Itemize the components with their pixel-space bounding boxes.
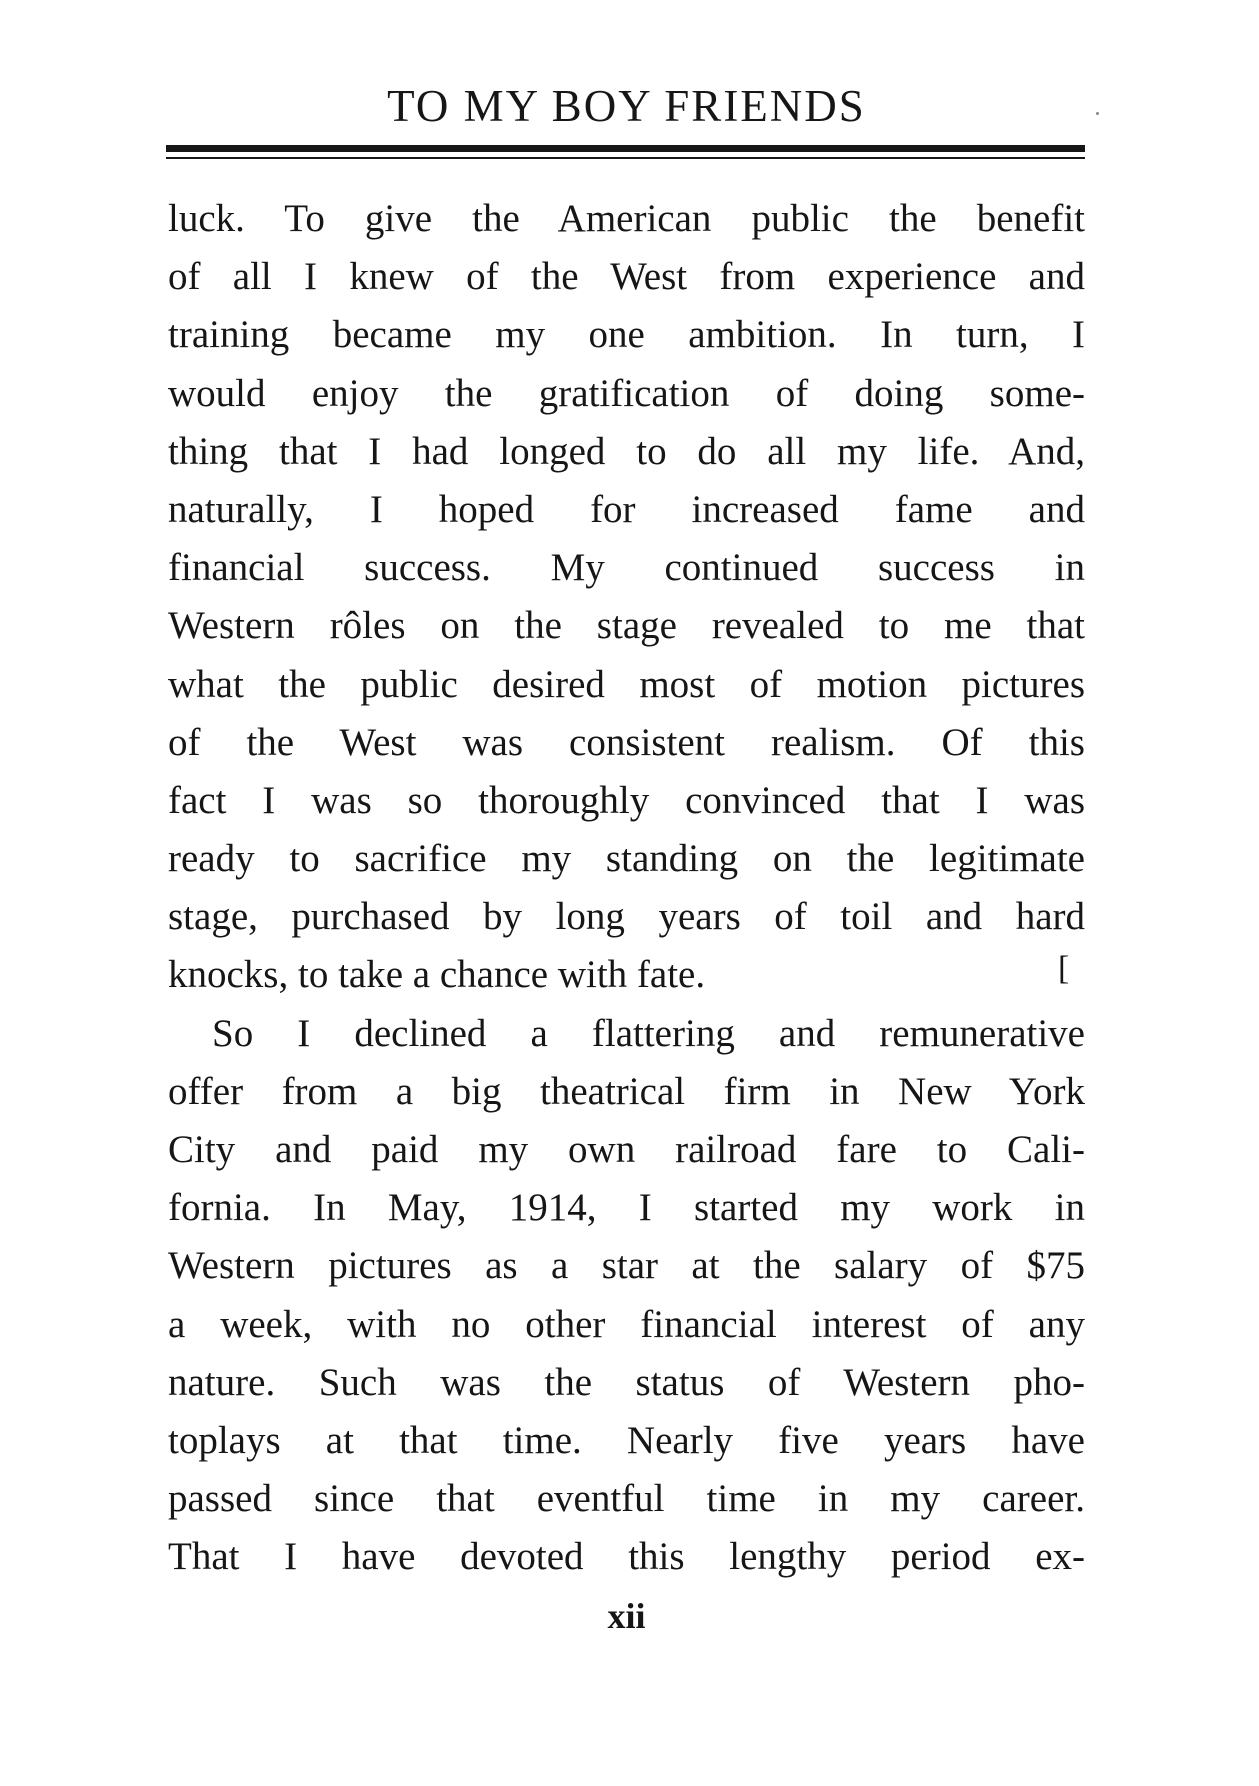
text-line: City and paid my own railroad fare to Cali-: [168, 1128, 1085, 1171]
text-line: would enjoy the gratification of doing some-: [168, 371, 1085, 415]
text-line: Western pictures as a star at the salary of $75: [168, 1244, 1085, 1288]
text-line: what the public desired most of motion pictures: [168, 662, 1085, 706]
text-line: offer from a big theatrical firm in New York: [168, 1069, 1085, 1113]
paragraph-1: [168, 190, 1085, 1005]
text-line: Western rôles on the stage revealed to me that: [168, 604, 1085, 648]
text-line: of all I knew of the West from experience and: [168, 255, 1085, 299]
text-line: luck. To give the American public the benefit: [168, 197, 1085, 240]
text-line: financial success. My continued success in: [168, 546, 1085, 590]
page-number: xii: [607, 1596, 646, 1636]
text-line: fact I was so thoroughly convinced that I was: [168, 778, 1085, 822]
print-speck: [1096, 112, 1099, 115]
running-head: TO MY BOY FRIENDS: [387, 81, 866, 131]
text-line: nature. Such was the status of Western pho-: [168, 1360, 1085, 1404]
text-line: toplays at that time. Nearly five years have: [168, 1418, 1085, 1462]
text-line: a week, with no other financial interest of any: [168, 1302, 1085, 1346]
text-line: passed since that eventful time in my career.: [168, 1477, 1085, 1521]
text-line: training became my one ambition. In turn, I: [168, 313, 1085, 357]
paragraph-2: [168, 1005, 1085, 1587]
text-line: That I have devoted this lengthy period ex-: [168, 1535, 1085, 1579]
text-line: knocks, to take a chance with fate.: [168, 953, 706, 997]
text-line: of the West was consistent realism. Of this: [168, 720, 1085, 764]
text-line: thing that I had longed to do all my life. And,: [168, 429, 1085, 473]
text-line: fornia. In May, 1914, I started my work in: [168, 1186, 1085, 1230]
margin-bracket-mark: [: [1058, 950, 1070, 987]
text-line: So I declined a flattering and remunerative: [212, 1011, 1085, 1055]
text-line: naturally, I hoped for increased fame and: [168, 487, 1085, 531]
text-line: stage, purchased by long years of toil and hard: [168, 895, 1085, 939]
body-text: [168, 190, 1085, 1587]
text-line: ready to sacrifice my standing on the legitimate: [168, 837, 1085, 881]
header-rule-thick: [166, 145, 1085, 152]
header-rule-thin: [166, 157, 1085, 159]
